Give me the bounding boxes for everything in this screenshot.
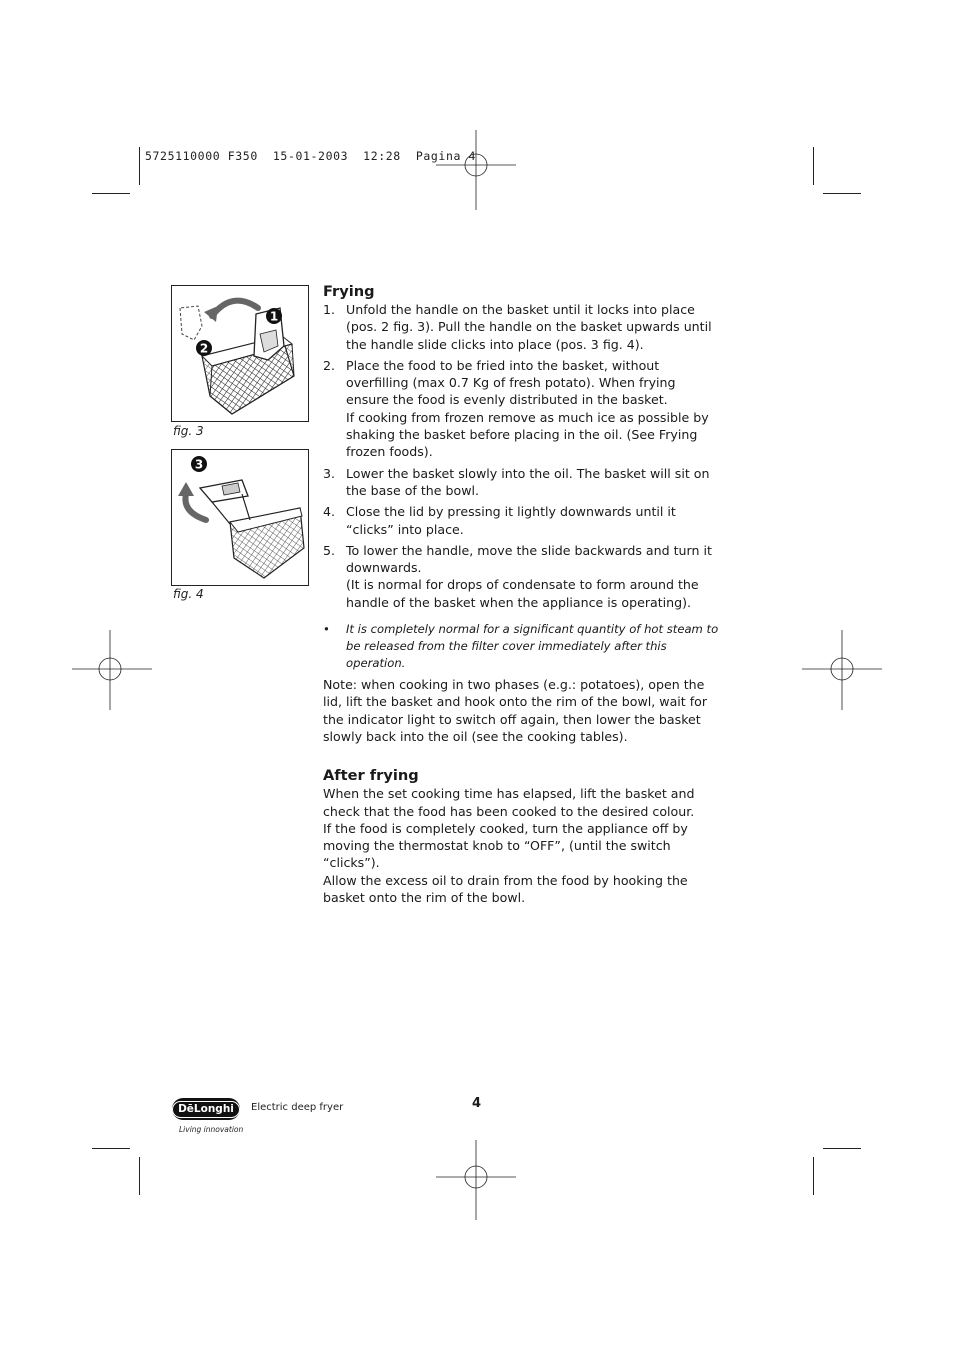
registration-mark-left xyxy=(72,630,152,710)
after-frying-paragraph: When the set cooking time has elapsed, lift the basket and check that the food has been cooked to the desired colour. xyxy=(323,786,695,819)
step-number: 2. xyxy=(323,357,336,373)
step-item xyxy=(323,503,721,538)
crop-mark xyxy=(92,1148,130,1149)
crop-mark xyxy=(823,1148,861,1149)
section-title-frying: Frying xyxy=(323,283,375,300)
registration-mark-bottom xyxy=(436,1140,516,1220)
step-number: 1. xyxy=(323,302,336,317)
step-extra-text: If cooking from frozen remove as much ice as possible by shaking the basket before placing in the oil. (See Frying frozen foods). xyxy=(346,409,709,460)
brand-logo xyxy=(172,1098,240,1120)
basket-handle-lock-illustration xyxy=(172,450,308,585)
step-number: 5. xyxy=(323,542,336,558)
marker-1: 1 xyxy=(269,309,279,324)
step-text: Unfold the handle on the basket until it locks into place (pos. 2 fig. 3). Pull the handle on the basket upwards until the handle slide clicks into place (pos. 3 fig. 4). xyxy=(346,302,712,352)
brand-logo-text: DēLonghi xyxy=(172,1101,240,1118)
step-text: Lower the basket slowly into the oil. The basket will sit on the base of the bowl. xyxy=(346,465,710,498)
figure-4-caption: fig. 4 xyxy=(173,587,204,601)
print-header: 5725110000 F350 15-01-2003 12:28 Pagina 4 xyxy=(145,149,477,163)
crop-mark xyxy=(92,193,130,194)
step-item xyxy=(323,301,721,353)
step-item xyxy=(323,542,721,611)
figure-4 xyxy=(171,449,309,586)
figure-3-caption: fig. 3 xyxy=(173,424,204,438)
product-name: Electric deep fryer xyxy=(251,1102,344,1113)
crop-mark xyxy=(813,147,814,185)
figure-3 xyxy=(171,285,309,422)
basket-handle-unfold-illustration xyxy=(172,286,308,421)
frying-steps xyxy=(323,301,721,611)
bullet-icon: • xyxy=(323,622,330,637)
page-number: 4 xyxy=(472,1096,482,1111)
steam-warning-text: It is completely normal for a significant quantity of hot steam to be released from the filter cover immediately after this operation. xyxy=(346,622,719,671)
step-number: 4. xyxy=(323,504,336,520)
section-title-after-frying: After frying xyxy=(323,767,419,785)
step-text: Close the lid by pressing it lightly downwards until it “clicks” into place. xyxy=(346,504,676,537)
main-content xyxy=(323,283,721,906)
step-text: To lower the handle, move the slide backwards and turn it downwards. xyxy=(346,542,712,576)
after-frying-paragraph: Allow the excess oil to drain from the food by hooking the basket onto the rim of the bowl. xyxy=(323,872,688,906)
brand-tagline: Living innovation xyxy=(179,1125,244,1134)
crop-mark xyxy=(139,1157,140,1195)
steam-warning xyxy=(323,621,721,672)
crop-mark xyxy=(139,147,140,185)
after-frying-paragraph: If the food is completely cooked, turn the appliance off by moving the thermostat knob to “OFF”, (until the switch “clicks”). xyxy=(323,820,688,871)
step-text: Place the food to be fried into the basket, without overfilling (max 0.7 Kg of fresh potato). When frying ensure the food is evenly distributed in the basket. xyxy=(346,357,676,408)
step-item xyxy=(323,465,721,500)
cooking-note: Note: when cooking in two phases (e.g.: potatoes), open the lid, lift the basket and hook onto the rim of the bowl, wait for the indicator light to switch off again, then lower the basket slowly back into the oil (see the cooking tables). xyxy=(323,677,708,744)
crop-mark xyxy=(823,193,861,194)
marker-2: 2 xyxy=(199,341,209,356)
step-number: 3. xyxy=(323,465,336,481)
crop-mark xyxy=(813,1157,814,1195)
step-item xyxy=(323,357,721,461)
marker-3: 3 xyxy=(194,457,204,472)
registration-mark-right xyxy=(802,630,882,710)
step-extra-text: (It is normal for drops of condensate to form around the handle of the basket when the appliance is operating). xyxy=(346,577,699,610)
registration-mark-top xyxy=(436,130,516,210)
